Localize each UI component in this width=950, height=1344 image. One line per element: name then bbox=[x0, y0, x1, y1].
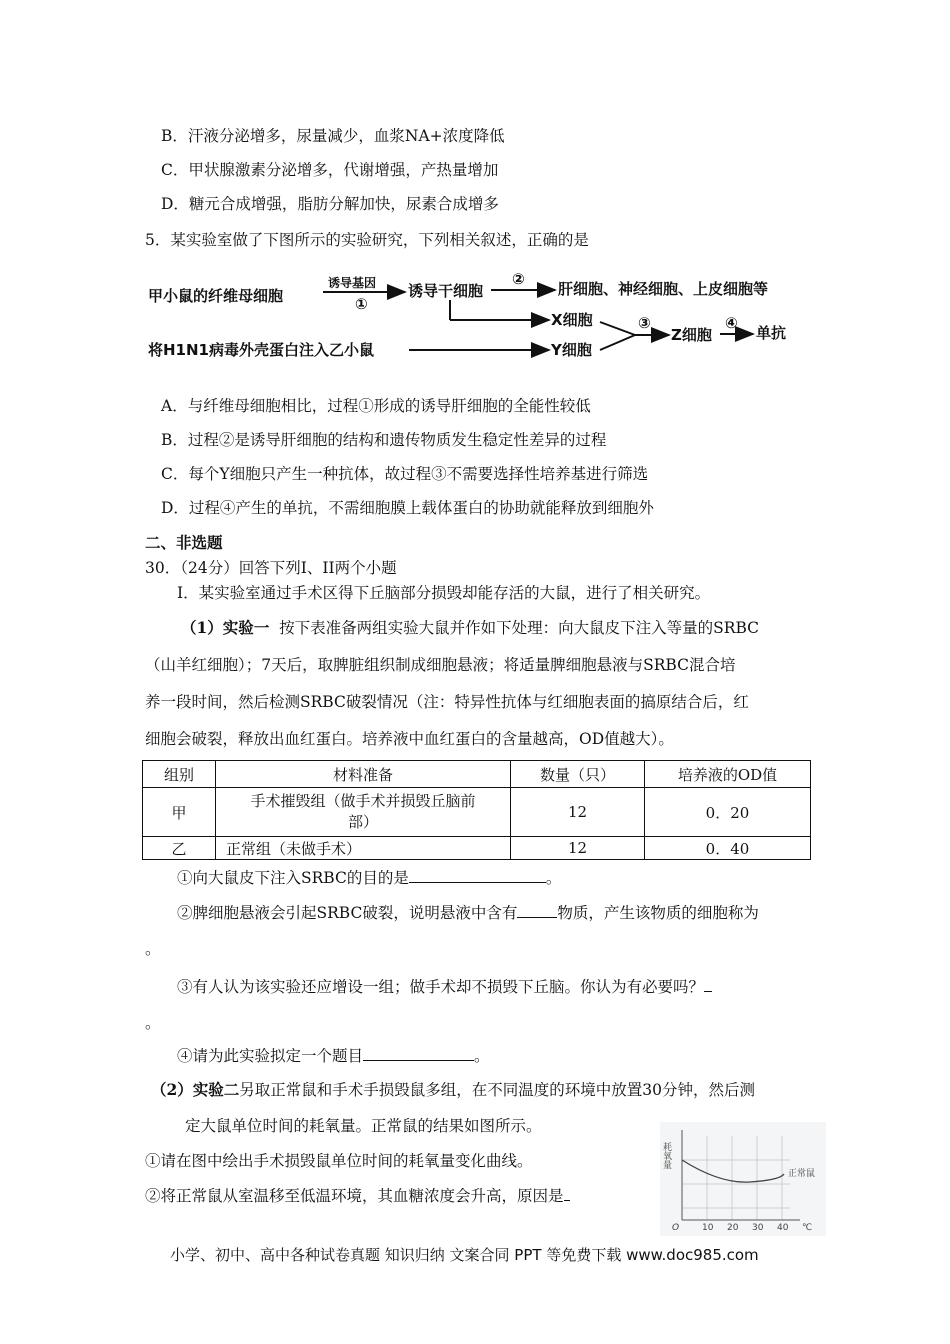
oxygen-consumption-graph bbox=[660, 1122, 826, 1236]
ips-cell-label: 诱导干细胞 bbox=[408, 282, 484, 300]
graph-gridlines bbox=[682, 1136, 790, 1220]
sub3-text: ③有人认为该实验还应增设一组；做手术却不损毁下丘脑。你认为有必要吗？ bbox=[177, 978, 705, 996]
sub1-answer-blank[interactable] bbox=[409, 866, 546, 883]
q5-option-d: D．过程④产生的单抗，不需细胞膜上载体蛋白的协助就能释放到细胞外 bbox=[161, 499, 654, 517]
sub2-text-b: 物质，产生该物质的细胞称为 bbox=[557, 904, 759, 922]
normal-mouse-curve bbox=[682, 1160, 784, 1182]
sub4-end: 。 bbox=[474, 1047, 490, 1065]
table-header-material: 材料准备 bbox=[216, 761, 511, 788]
exp1-line1 bbox=[181, 617, 759, 639]
row1-material-l2: 部） bbox=[347, 813, 378, 831]
q5-option-b: B．过程②是诱导肝细胞的结构和遗传物质发生稳定性差异的过程 bbox=[161, 431, 607, 449]
row2-count: 12 bbox=[511, 837, 645, 860]
step4-marker: ④ bbox=[725, 314, 738, 332]
sub2-end: 。 bbox=[145, 940, 161, 958]
sub-question-2 bbox=[177, 901, 759, 924]
sub-question-3 bbox=[177, 975, 712, 998]
step2-marker: ② bbox=[512, 270, 525, 288]
fibroblast-label: 甲小鼠的纤维母细胞 bbox=[148, 287, 284, 305]
exp2-text1: 另取正常鼠和手术手损毁鼠多组，在不同温度的环境中放置30分钟，然后测 bbox=[239, 1081, 756, 1099]
exp1-line3: 养一段时间，然后检测SRBC破裂情况（注：特异性抗体与红细胞表面的搞原结合后，红 bbox=[145, 693, 749, 711]
q5-flow-diagram bbox=[145, 268, 810, 368]
table-row bbox=[143, 837, 811, 860]
q5-option-a: A．与纤维母细胞相比，过程①形成的诱导肝细胞的全能性较低 bbox=[161, 397, 591, 415]
row2-od: 0．40 bbox=[645, 837, 811, 860]
graph-xtick: 40 bbox=[777, 1223, 789, 1233]
sub-question-4 bbox=[177, 1044, 490, 1067]
induce-gene-label: 诱导基因 bbox=[328, 276, 377, 290]
h1n1-source-label: 将H1N1病毒外壳蛋白注入乙小鼠 bbox=[148, 341, 374, 359]
exp2-q2 bbox=[145, 1184, 570, 1207]
q5-option-c: C．每个Y细胞只产生一种抗体，故过程③不需要选择性培养基进行筛选 bbox=[161, 465, 649, 483]
exp2-q2-answer-blank[interactable] bbox=[564, 1184, 570, 1201]
row1-group: 甲 bbox=[143, 788, 216, 837]
sub3-answer-blank[interactable] bbox=[704, 975, 712, 992]
row2-material: 正常组（未做手术） bbox=[216, 837, 511, 860]
q4-option-b: B．汗液分泌增多，尿量减少，血浆NA+浓度降低 bbox=[161, 127, 505, 145]
differentiated-cells-label: 肝细胞、神经细胞、上皮细胞等 bbox=[558, 280, 769, 298]
graph-xtick: 30 bbox=[752, 1223, 764, 1233]
sub2-answer-blank[interactable] bbox=[517, 901, 557, 918]
exp2-line1 bbox=[151, 1079, 755, 1101]
table-header-group: 组别 bbox=[143, 761, 216, 788]
table-row bbox=[143, 788, 811, 837]
x-cell-label: X细胞 bbox=[551, 311, 593, 329]
sub-question-1 bbox=[177, 866, 561, 889]
q30-part1-intro: I．某实验室通过手术区得下丘脑部分损毁却能存活的大鼠，进行了相关研究。 bbox=[177, 584, 711, 602]
y-cell-label: Y细胞 bbox=[551, 341, 592, 359]
exp1-line2: （山羊红细胞）；7天后，取脾脏组织制成细胞悬液；将适量脾细胞悬液与SRBC混合培 bbox=[145, 656, 736, 674]
monoclonal-antibody-label: 单抗 bbox=[756, 324, 787, 342]
q4-option-d: D．糖元合成增强，脂肪分解加快，尿素合成增多 bbox=[161, 195, 499, 213]
row1-material bbox=[216, 788, 511, 837]
graph-origin: O bbox=[672, 1223, 680, 1233]
exp2-line2: 定大鼠单位时间的耗氧量。正常鼠的结果如图所示。 bbox=[185, 1117, 542, 1135]
row1-material-l1: 手术摧毁组（做手术并损毁丘脑前 bbox=[250, 792, 476, 810]
sub2-text-a: ②脾细胞悬液会引起SRBC破裂，说明悬液中含有 bbox=[177, 904, 518, 922]
q5-stem: 5．某实验室做了下图所示的实验研究，下列相关叙述，正确的是 bbox=[145, 231, 589, 249]
page-footer: 小学、初中、高中各种试卷真题 知识归纳 文案合同 PPT 等免费下载 www.doc985.com bbox=[170, 1246, 759, 1264]
exp2-q1: ①请在图中绘出手术损毁鼠单位时间的耗氧量变化曲线。 bbox=[145, 1152, 533, 1170]
merge-line-x bbox=[600, 322, 635, 335]
step1-marker: ① bbox=[355, 295, 368, 313]
sub3-end: 。 bbox=[145, 1014, 161, 1032]
merge-line-y bbox=[600, 335, 635, 350]
row1-count: 12 bbox=[511, 788, 645, 837]
section2-title: 二、非选题 bbox=[145, 533, 223, 552]
exp1-text1: 按下表准备两组实验大鼠并作如下处理：向大鼠皮下注入等量的SRBC bbox=[279, 619, 759, 637]
exp2-label: （2）实验二 bbox=[151, 1080, 240, 1099]
step3-marker: ③ bbox=[638, 314, 651, 332]
z-cell-label: Z细胞 bbox=[671, 326, 712, 344]
exp2-q2-text: ②将正常鼠从室温移至低温环境，其血糖浓度会升高，原因是 bbox=[145, 1187, 564, 1205]
exp1-label: （1）实验一 bbox=[181, 618, 270, 637]
row1-od: 0．20 bbox=[645, 788, 811, 837]
graph-xtick: 20 bbox=[727, 1223, 739, 1233]
q30-header: 30．（24分）回答下列I、II两个小题 bbox=[145, 559, 397, 577]
graph-ylabel: 耗氧量 bbox=[661, 1142, 671, 1169]
graph-xtick: 10 bbox=[702, 1223, 714, 1233]
sub1-text: ①向大鼠皮下注入SRBC的目的是 bbox=[177, 869, 409, 887]
exp1-line4: 细胞会破裂，释放出血红蛋白。培养液中血红蛋白的含量越高，OD值越大）。 bbox=[145, 730, 674, 748]
graph-curve-label: 正常鼠 bbox=[788, 1169, 816, 1179]
sub4-answer-blank[interactable] bbox=[363, 1044, 474, 1061]
q4-option-c: C．甲状腺激素分泌增多，代谢增强，产热量增加 bbox=[161, 161, 499, 179]
sub4-text: ④请为此实验拟定一个题目 bbox=[177, 1047, 364, 1065]
exp1-table bbox=[142, 760, 811, 860]
sub1-end: 。 bbox=[545, 869, 562, 887]
graph-xunit: ℃ bbox=[802, 1223, 813, 1233]
table-header-count: 数量（只） bbox=[511, 761, 645, 788]
row2-group: 乙 bbox=[143, 837, 216, 860]
table-header-row bbox=[143, 761, 811, 788]
table-header-od: 培养液的OD值 bbox=[645, 761, 811, 788]
